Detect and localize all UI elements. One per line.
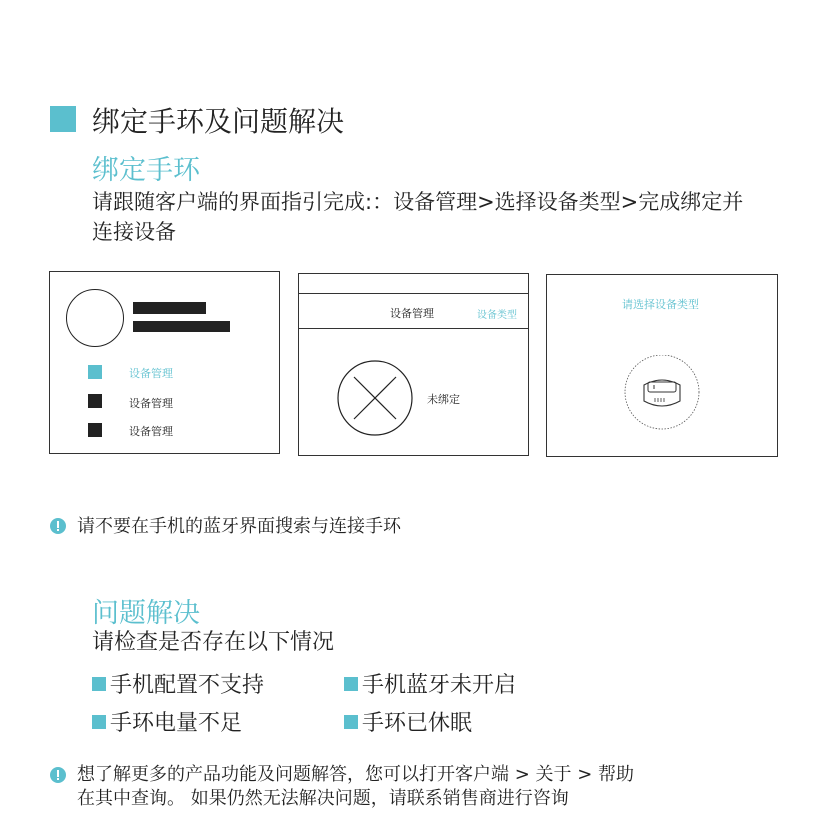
bullet-marker	[344, 677, 358, 691]
info-icon	[50, 518, 66, 534]
check-item	[92, 668, 264, 699]
bind-status: 未绑定	[427, 393, 460, 406]
note-bluetooth: 请不要在手机的蓝牙界面搜索与连接手环	[77, 516, 401, 537]
bullet-marker	[92, 677, 106, 691]
note-help-line2: 在其中查询。 如果仍然无法解决问题，请联系销售商进行咨询	[77, 788, 569, 809]
section-title: 绑定手环及问题解决	[92, 105, 345, 138]
header-title: 设备管理	[390, 307, 434, 320]
check-item-label: 手机蓝牙未开启	[362, 673, 517, 698]
check-item	[344, 706, 472, 737]
info-icon	[50, 767, 66, 783]
check-item	[92, 706, 242, 737]
trouble-heading: 问题解决	[92, 598, 200, 629]
panel-device-menu	[49, 271, 280, 454]
trouble-intro: 请检查是否存在以下情况	[92, 630, 335, 655]
profile-detail-bar	[133, 321, 230, 332]
panel-select-device	[546, 274, 778, 457]
check-item	[344, 668, 516, 699]
avatar	[66, 289, 124, 347]
menu-marker-active	[88, 365, 102, 379]
select-prompt: 请选择设备类型	[622, 298, 699, 311]
bind-instructions: 请跟随客户端的界面指引完成:：设备管理>选择设备类型>完成绑定并连接设备	[92, 190, 744, 244]
note-help-line1: 想了解更多的产品功能及问题解答，您可以打开客户端 > 关于 > 帮助	[77, 764, 635, 785]
bullet-marker	[344, 715, 358, 729]
menu-item-active[interactable]: 设备管理	[129, 367, 173, 380]
check-item-label: 手环电量不足	[110, 711, 243, 736]
check-item-label: 手环已休眠	[362, 711, 473, 736]
menu-item[interactable]: 设备管理	[129, 425, 173, 438]
menu-item[interactable]: 设备管理	[129, 397, 173, 410]
divider	[299, 328, 528, 329]
bind-heading: 绑定手环	[92, 155, 200, 186]
profile-name-bar	[133, 302, 206, 314]
check-item-label: 手机配置不支持	[110, 673, 265, 698]
divider	[299, 293, 528, 294]
close-icon	[337, 360, 413, 436]
band-device-icon[interactable]	[624, 355, 700, 431]
tab-device-type[interactable]: 设备类型	[477, 310, 517, 321]
menu-marker	[88, 394, 102, 408]
bullet-marker	[92, 715, 106, 729]
menu-marker	[88, 423, 102, 437]
section-marker	[50, 106, 76, 132]
panel-device-management	[298, 273, 529, 456]
